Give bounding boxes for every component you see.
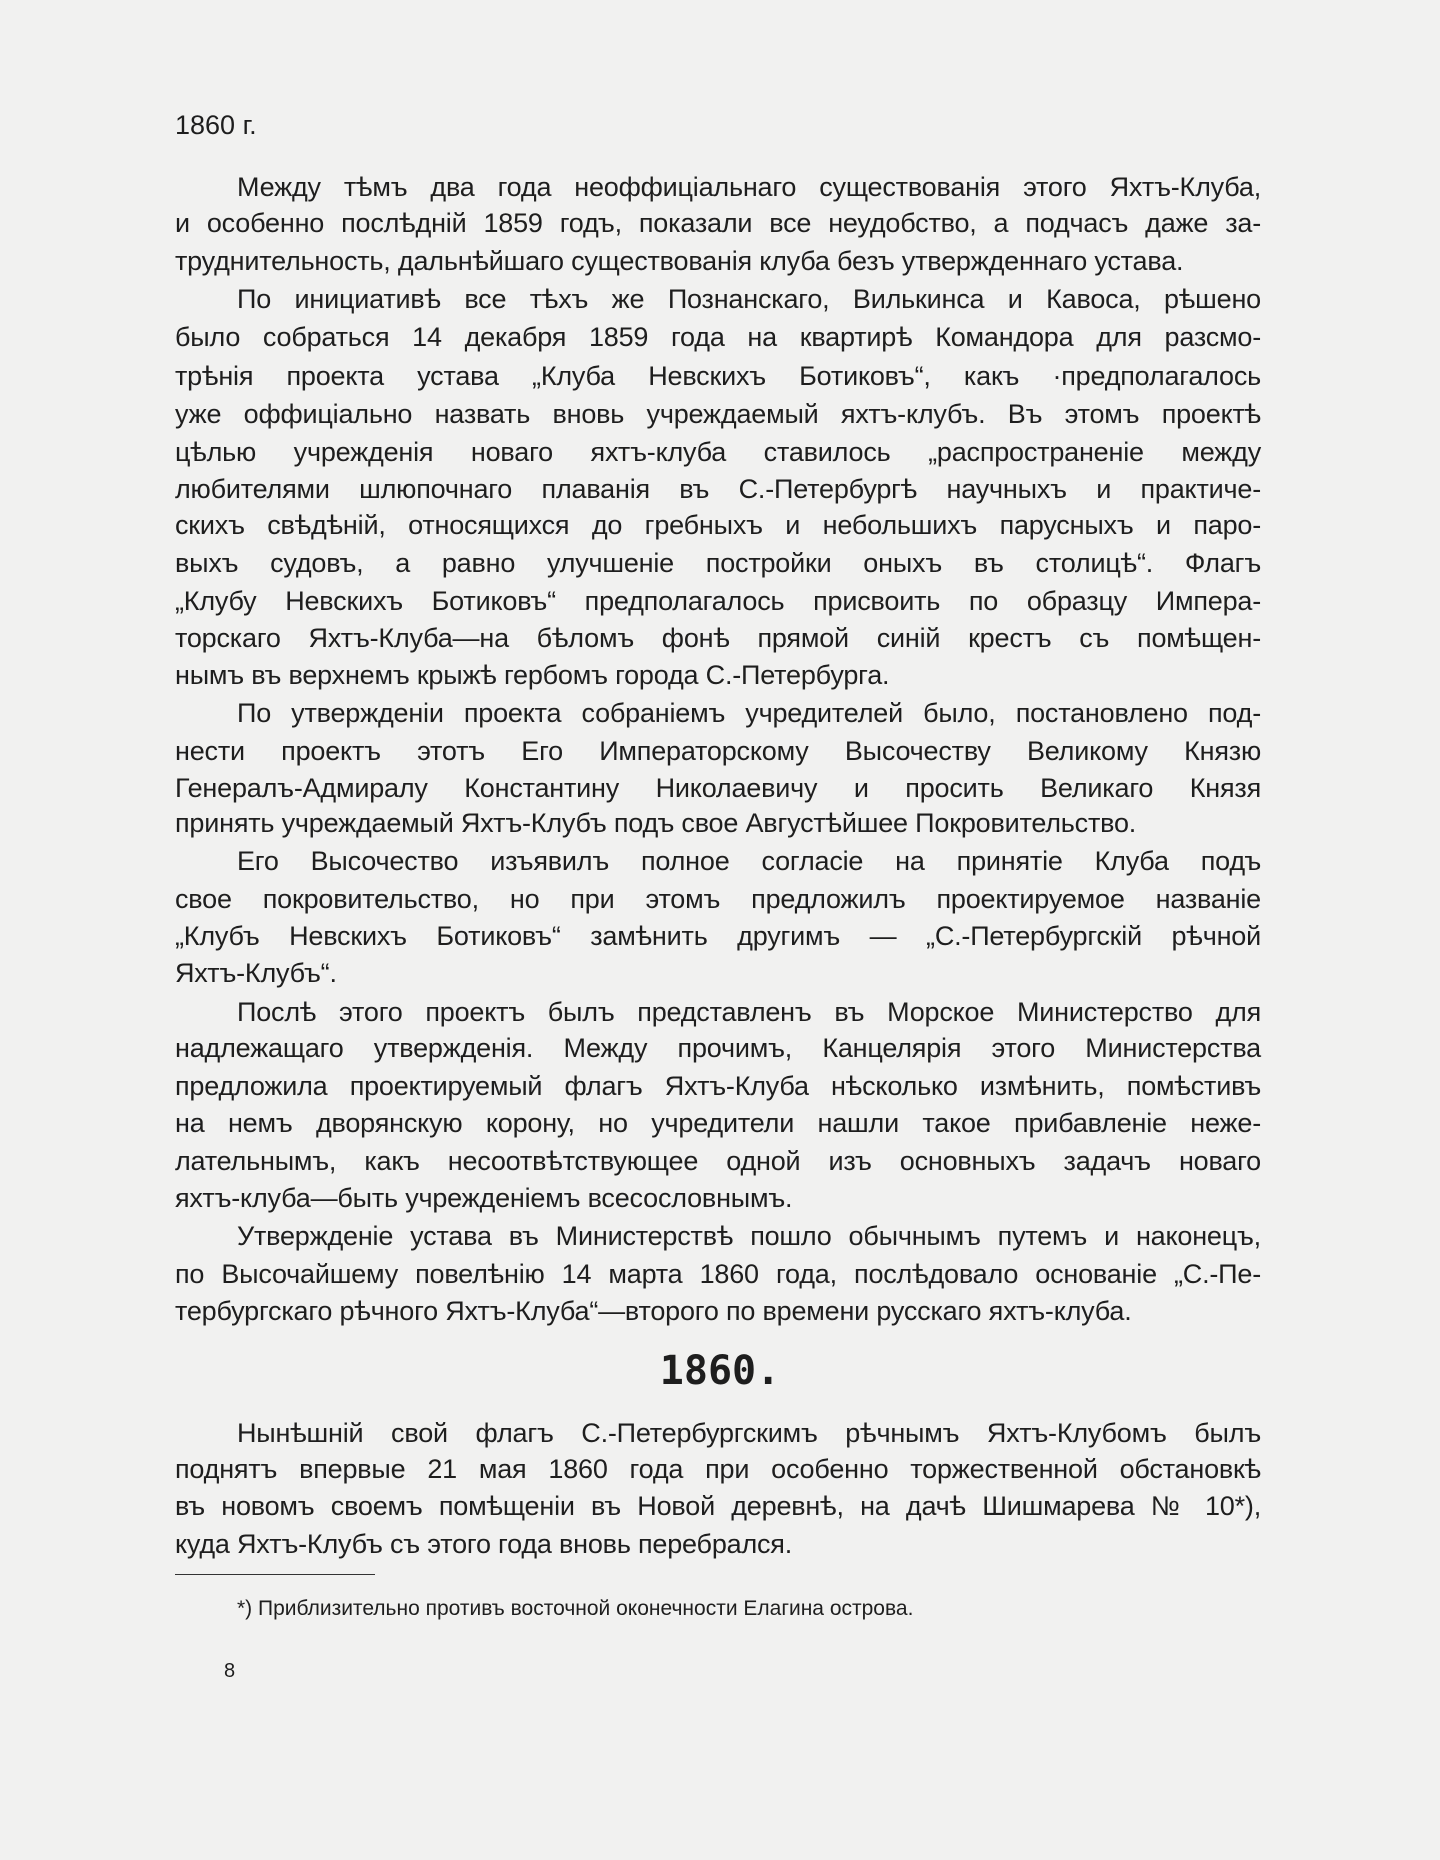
paragraph-2-line: выхъ судовъ, а равно улучшеніе постройки оныхъ въ столицѣ“. Флагъ bbox=[175, 548, 1261, 578]
paragraph-3-line: Генералъ-Адмиралу Константину Николаевичу и просить Великаго Князя bbox=[175, 773, 1261, 803]
paragraph-5-line: Послѣ этого проектъ былъ представленъ въ Морское Министерство для bbox=[237, 997, 1261, 1027]
paragraph-7-line: куда Яхтъ-Клубъ съ этого года вновь перебрался. bbox=[175, 1529, 793, 1559]
paragraph-2-line: нымъ въ верхнемъ крыжѣ гербомъ города С.-Петербурга. bbox=[175, 660, 890, 690]
paragraph-1-line: труднительность, дальнѣйшаго существованія клуба безъ утвержденнаго устава. bbox=[175, 246, 1184, 276]
paragraph-3-line: По утвержденіи проекта собраніемъ учредителей было, постановлено под- bbox=[237, 698, 1261, 728]
paragraph-4-line: Яхтъ-Клубъ“. bbox=[175, 958, 337, 988]
paragraph-2-line: скихъ свѣдѣній, относящихся до гребныхъ и небольшихъ парусныхъ и паро- bbox=[175, 510, 1261, 540]
page-number: 8 bbox=[224, 1660, 236, 1682]
paragraph-2-line: „Клубу Невскихъ Ботиковъ“ предполагалось присвоить по образцу Импера- bbox=[175, 586, 1261, 616]
paragraph-3-line: нести проектъ этотъ Его Императорскому Высочеству Великому Князю bbox=[175, 736, 1261, 766]
paragraph-2-line: было собраться 14 декабря 1859 года на квартирѣ Командора для разсмо- bbox=[175, 322, 1261, 352]
paragraph-7-line: въ новомъ своемъ помѣщеніи въ Новой деревнѣ, на дачѣ Шишмарева № 10*), bbox=[175, 1491, 1261, 1521]
paragraph-2-line: торскаго Яхтъ-Клуба—на бѣломъ фонѣ прямой синій крестъ съ помѣщен- bbox=[175, 623, 1261, 653]
paragraph-1-line: Между тѣмъ два года неоффиціальнаго существованія этого Яхтъ-Клуба, bbox=[237, 172, 1261, 202]
footnote-divider bbox=[175, 1574, 375, 1575]
paragraph-2-line: уже оффиціально назвать вновь учреждаемый яхтъ-клубъ. Въ этомъ проектѣ bbox=[175, 399, 1261, 429]
paragraph-4-line: свое покровительство, но при этомъ предложилъ проектируемое названіе bbox=[175, 884, 1261, 914]
paragraph-1-line: и особенно послѣдній 1859 годъ, показали все неудобство, а подчасъ даже за- bbox=[175, 208, 1261, 238]
paragraph-4-line: Его Высочество изъявилъ полное согласіе на принятіе Клуба подъ bbox=[237, 846, 1261, 876]
paragraph-7-line: поднятъ впервые 21 мая 1860 года при особенно торжественной обстановкѣ bbox=[175, 1454, 1261, 1484]
footnote: *) Приблизительно противъ восточной оконечности Елагина острова. bbox=[237, 1597, 914, 1620]
paragraph-4-line: „Клубъ Невскихъ Ботиковъ“ замѣнить другимъ — „С.-Петербургскій рѣчной bbox=[175, 921, 1261, 951]
paragraph-3-line: принять учреждаемый Яхтъ-Клубъ подъ свое Августѣйшее Покровительство. bbox=[175, 808, 1137, 838]
paragraph-2-line: По инициативѣ все тѣхъ же Познанскаго, Вилькинса и Кавоса, рѣшено bbox=[237, 284, 1261, 314]
paragraph-6-line: по Высочайшему повелѣнію 14 марта 1860 года, послѣдовало основаніе „С.-Пе- bbox=[175, 1259, 1261, 1289]
paragraph-7-line: Нынѣшній свой флагъ С.-Петербургскимъ рѣчнымъ Яхтъ-Клубомъ былъ bbox=[237, 1418, 1261, 1448]
paragraph-5-line: яхтъ-клуба—быть учрежденіемъ всесословнымъ. bbox=[175, 1183, 793, 1213]
running-header: 1860 г. bbox=[175, 110, 257, 140]
paragraph-5-line: лательнымъ, какъ несоотвѣтствующее одной изъ основныхъ задачъ новаго bbox=[175, 1146, 1261, 1176]
paragraph-2-line: трѣнія проекта устава „Клуба Невскихъ Ботиковъ“, какъ ·предполагалось bbox=[175, 361, 1261, 391]
paragraph-6-line: Утвержденіе устава въ Министерствѣ пошло обычнымъ путемъ и наконецъ, bbox=[237, 1221, 1261, 1251]
paragraph-2-line: любителями шлюпочнаго плаванія въ С.-Петербургѣ научныхъ и практиче- bbox=[175, 474, 1261, 504]
paragraph-2-line: цѣлью учрежденія новаго яхтъ-клуба ставилось „распространеніе между bbox=[175, 437, 1261, 467]
paragraph-5-line: предложила проектируемый флагъ Яхтъ-Клуба нѣсколько измѣнить, помѣстивъ bbox=[175, 1071, 1261, 1101]
paragraph-5-line: на немъ дворянскую корону, но учредители нашли такое прибавленіе неже- bbox=[175, 1108, 1261, 1138]
section-heading: 1860. bbox=[659, 1348, 781, 1394]
paragraph-6-line: тербургскаго рѣчного Яхтъ-Клуба“—второго по времени русскаго яхтъ-клуба. bbox=[175, 1296, 1132, 1326]
paragraph-5-line: надлежащаго утвержденія. Между прочимъ, Канцелярія этого Министерства bbox=[175, 1033, 1261, 1063]
